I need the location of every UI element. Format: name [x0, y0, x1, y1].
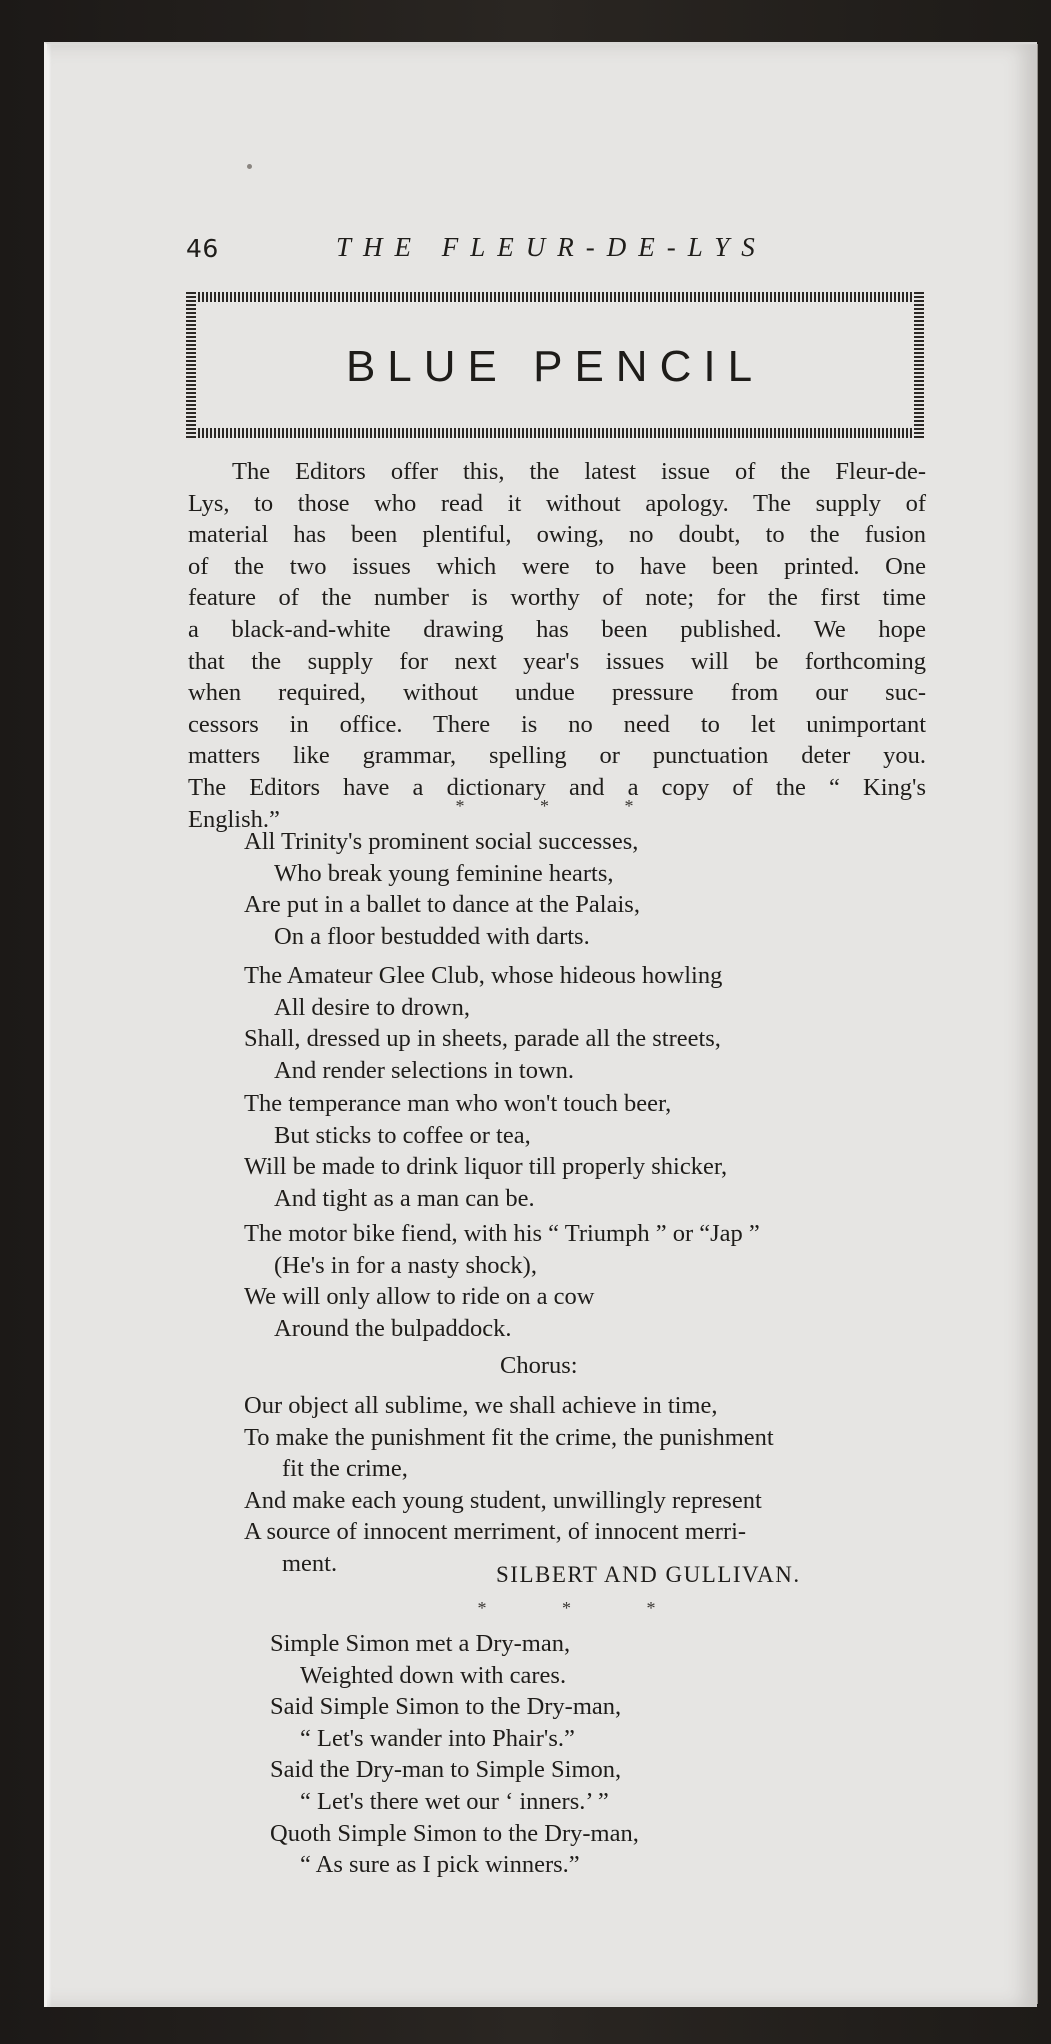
verse-line: Shall, dressed up in sheets, parade all the streets,: [244, 1025, 721, 1053]
section-separator: [420, 796, 669, 817]
verse-line: Weighted down with cares.: [300, 1661, 567, 1689]
running-head: [186, 234, 926, 270]
verse-line: Are put in a ballet to dance at the Palais,: [244, 891, 640, 919]
section-title: BLUE PENCIL: [345, 342, 765, 391]
verse-line: The temperance man who won't touch beer,: [244, 1090, 672, 1117]
verse-line: “ Let's there wet our ‘ inners.’ ”: [300, 1787, 609, 1815]
chorus-line: fit the crime,: [282, 1455, 408, 1483]
verse-line: Said the Dry-man to Simple Simon,: [270, 1756, 622, 1784]
section-title-frame: [186, 292, 924, 438]
verse-line: The motor bike fiend, with his “ Triumph ” or “Jap ”: [244, 1220, 760, 1247]
chorus: [244, 1390, 926, 1580]
section-separator: [442, 1598, 691, 1619]
verse-line: (He's in for a nasty shock),: [274, 1251, 537, 1279]
editorial-line: when required, without undue pressure from our suc-: [188, 679, 926, 707]
verse-line: Who break young feminine hearts,: [274, 859, 614, 887]
verse-line: All Trinity's prominent social successes,: [244, 828, 639, 855]
editorial-line: of the two issues which were to have been printed. One: [188, 552, 926, 580]
verse-line: Simple Simon met a Dry-man,: [270, 1630, 571, 1657]
verse-line: On a floor bestudded with darts.: [274, 922, 590, 950]
editorial-line: Lys, to those who read it without apology. The supply of: [188, 489, 926, 517]
verse-line: “ As sure as I pick winners.”: [300, 1851, 580, 1879]
editorial-line: that the supply for next year's issues will be forthcoming: [188, 647, 926, 675]
song-stanza-4: [244, 1218, 760, 1344]
editorial-line: English.”: [188, 805, 280, 833]
song-signature: SILBERT AND GULLIVAN.: [496, 1562, 801, 1587]
verse-line: And render selections in town.: [274, 1056, 575, 1084]
editorial-line: The Editors have a dictionary and a copy of the “ King's: [188, 773, 926, 801]
verse-line: Said Simple Simon to the Dry-man,: [270, 1693, 622, 1721]
verse-line: “ Let's wander into Phair's.”: [300, 1724, 575, 1752]
separator-star: *: [540, 796, 549, 816]
separator-star: *: [477, 1598, 487, 1618]
chorus-line: ment.: [282, 1549, 338, 1577]
verse-line: The Amateur Glee Club, whose hideous howling: [244, 962, 723, 989]
chorus-line: And make each young student, unwillingly represent: [244, 1486, 762, 1514]
separator-star: *: [455, 796, 465, 816]
verse-line: Will be made to drink liquor till properly shicker,: [244, 1153, 728, 1181]
song-stanza-2: [244, 960, 722, 1086]
editorial-line: material has been plentiful, owing, no doubt, to the fusion: [188, 521, 926, 549]
editorial-paragraph: [188, 456, 926, 835]
song-stanza-1: [244, 826, 640, 952]
journal-title: THE FLEUR-DE-LYS: [336, 232, 767, 262]
paper-speck: [247, 164, 252, 169]
verse-line: We will only allow to ride on a cow: [244, 1283, 595, 1311]
verse-line: And tight as a man can be.: [274, 1184, 535, 1212]
editorial-line: feature of the number is worthy of note; for the first time: [188, 584, 926, 612]
verse-line: All desire to drown,: [274, 993, 470, 1021]
separator-star: *: [646, 1598, 656, 1618]
editorial-line: matters like grammar, spelling or punctuation deter you.: [188, 742, 926, 770]
song-stanza-3: [244, 1088, 727, 1214]
page-number: 46: [186, 234, 219, 263]
editorial-line: a black-and-white drawing has been published. We hope: [188, 615, 926, 643]
separator-star: *: [562, 1598, 571, 1618]
editorial-line: The Editors offer this, the latest issue of the Fleur-de-: [232, 458, 926, 485]
chorus-label: Chorus:: [500, 1352, 578, 1379]
chorus-line: A source of innocent merriment, of innocent merri-: [244, 1518, 747, 1546]
verse-line: But sticks to coffee or tea,: [274, 1121, 531, 1149]
chorus-line: To make the punishment fit the crime, the punishment: [244, 1423, 774, 1451]
chorus-line: Our object all sublime, we shall achieve in time,: [244, 1392, 718, 1419]
verse-line: Around the bulpaddock.: [274, 1314, 512, 1342]
verse-line: Quoth Simple Simon to the Dry-man,: [270, 1819, 639, 1847]
editorial-line: cessors in office. There is no need to let unimportant: [188, 710, 926, 738]
separator-star: *: [624, 796, 634, 816]
simple-simon-verse: [270, 1628, 639, 1881]
